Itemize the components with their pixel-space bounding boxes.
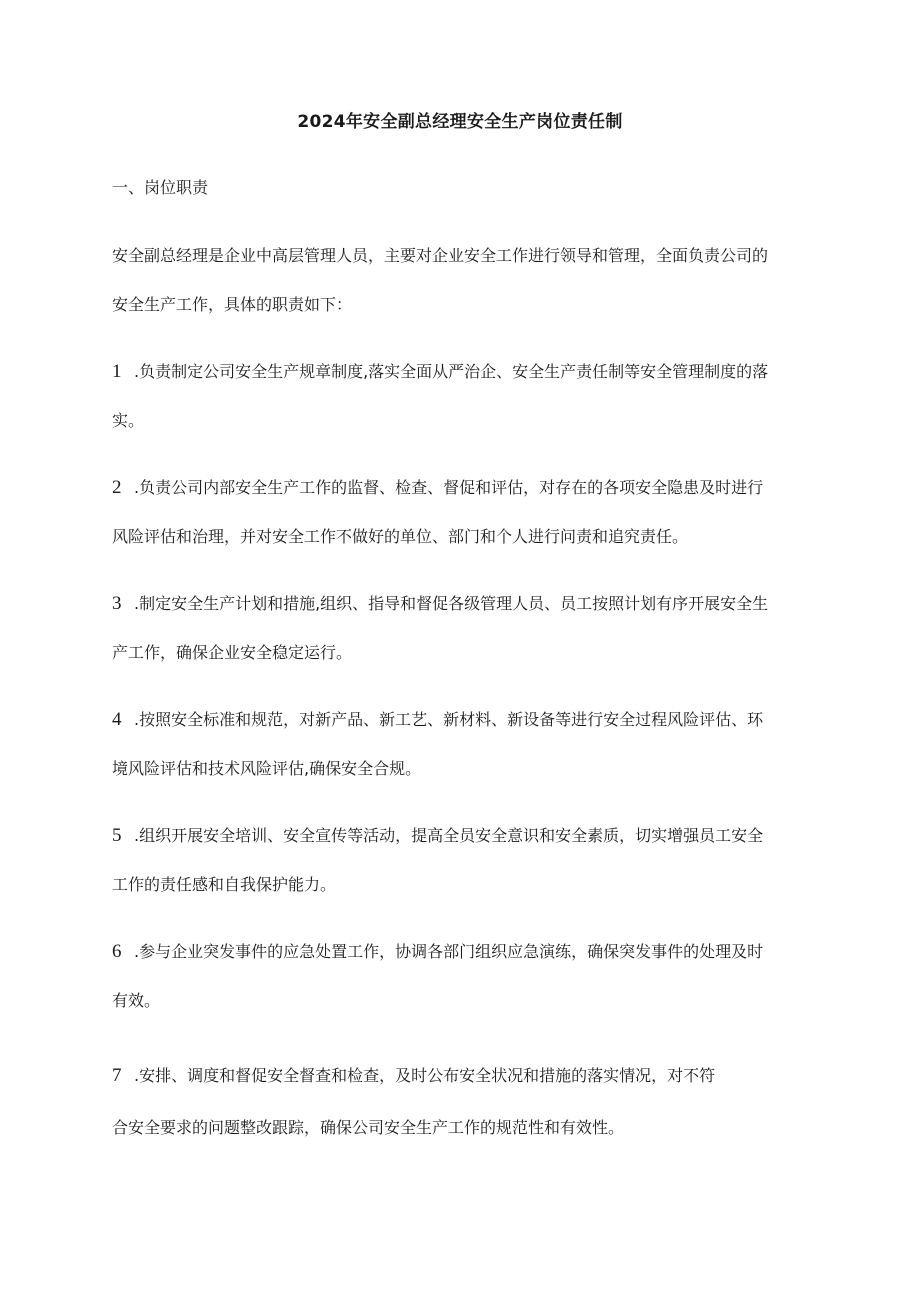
intro-line-2: 安全生产工作，具体的职责如下： (112, 295, 353, 314)
list-item-number: 4 (112, 709, 122, 730)
list-item-text: .安排、调度和督促安全督查和检查，及时公布安全状况和措施的落实情况，对不符 (134, 1066, 716, 1085)
list-item-text: .制定安全生产计划和措施,组织、指导和督促各级管理人员、员工按照计划有序开展安全生 (134, 594, 769, 613)
list-item-1-line-2: 实。 (112, 411, 145, 430)
list-item-5-line-2: 工作的责任感和自我保护能力。 (112, 875, 337, 894)
list-item-7-line-2: 合安全要求的问题整改跟踪，确保公司安全生产工作的规范性和有效性。 (112, 1118, 625, 1137)
list-item-number: 2 (112, 477, 122, 498)
list-item-text: .负责制定公司安全生产规章制度,落实全面从严治企、安全生产责任制等安全管理制度的落 (134, 362, 769, 381)
list-item-number: 3 (112, 593, 122, 614)
list-item-text: .按照安全标准和规范，对新产品、新工艺、新材料、新设备等进行安全过程风险评估、环 (134, 710, 764, 729)
list-item-3-line-2: 产工作，确保企业安全稳定运行。 (112, 643, 353, 662)
list-item-3-line-1 (112, 592, 812, 616)
list-item-1-line-1 (112, 360, 812, 384)
list-item-7-line-1 (112, 1064, 812, 1088)
list-item-6-line-1 (112, 940, 812, 964)
list-item-2-line-1 (112, 476, 812, 500)
list-item-text: .负责公司内部安全生产工作的监督、检查、督促和评估，对存在的各项安全隐患及时进行 (134, 478, 764, 497)
list-item-number: 6 (112, 941, 122, 962)
list-item-number: 5 (112, 825, 122, 846)
list-item-text: .组织开展安全培训、安全宣传等活动，提高全员安全意识和安全素质，切实增强员工安全 (134, 826, 764, 845)
document-title: 2024年安全副总经理安全生产岗位责任制 (297, 112, 623, 132)
intro-line-1: 安全副总经理是企业中高层管理人员，主要对企业安全工作进行领导和管理，全面负责公司的 (112, 246, 769, 265)
list-item-number: 1 (112, 361, 122, 382)
list-item-4-line-1 (112, 708, 812, 732)
list-item-5-line-1 (112, 824, 812, 848)
list-item-2-line-2: 风险评估和治理，并对安全工作不做好的单位、部门和个人进行问责和追究责任。 (112, 527, 689, 546)
section-heading: 一、岗位职责 (112, 178, 209, 197)
list-item-4-line-2: 境风险评估和技术风险评估,确保安全合规。 (112, 759, 422, 778)
list-item-text: .参与企业突发事件的应急处置工作，协调各部门组织应急演练，确保突发事件的处理及时 (134, 942, 764, 961)
list-item-number: 7 (112, 1065, 122, 1086)
list-item-6-line-2: 有效。 (112, 991, 161, 1010)
